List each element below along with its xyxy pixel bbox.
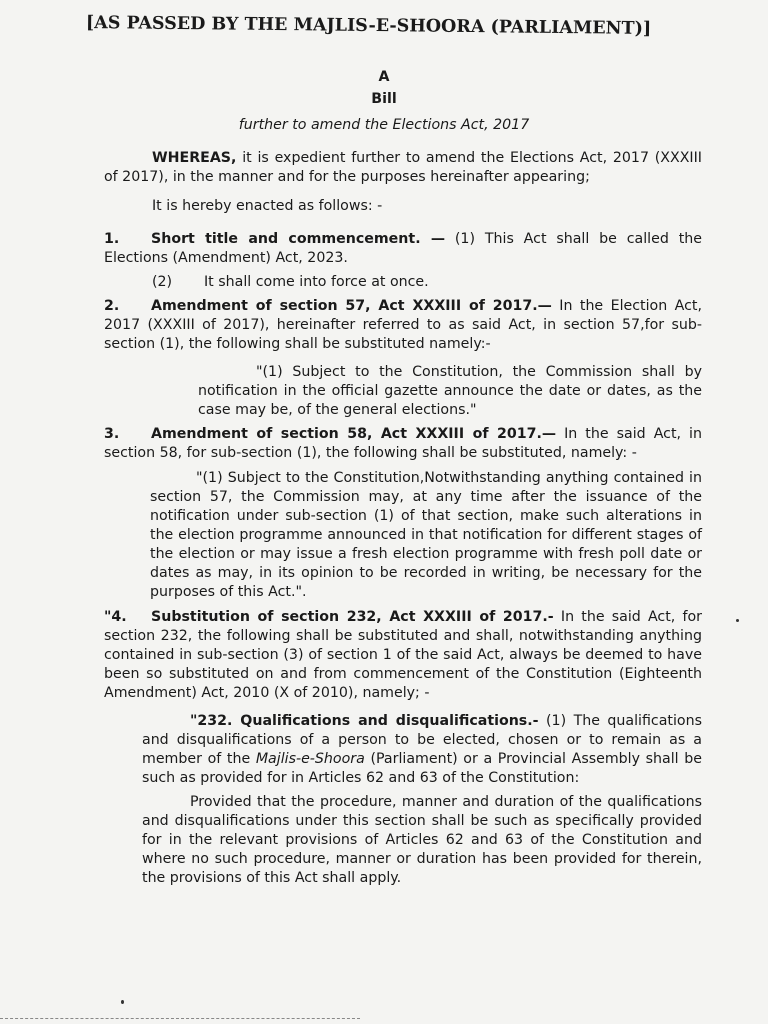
section-232-paragraph bbox=[142, 712, 702, 788]
section-3-text: In the said Act, in section 58, for sub-section (1), the following shall be substituted, namely: - bbox=[104, 426, 702, 461]
whereas-lead: WHEREAS, bbox=[152, 150, 237, 166]
bill-a: A bbox=[378, 69, 390, 85]
section-4-heading: Substitution of section 232, Act XXXIII of 2017.- bbox=[151, 609, 554, 625]
scan-edge-line bbox=[0, 1018, 360, 1019]
section-2-text: In the Election Act, 2017 (XXXIII of 2017), hereinafter referred to as said Act, in section 57,for sub-section (1), the following shall be substituted namely:- bbox=[104, 298, 702, 352]
section-1-sub2-text: It shall come into force at once. bbox=[204, 274, 429, 290]
parliament-header: [AS PASSED BY THE MAJLIS-E-SHOORA (PARLIAMENT)] bbox=[85, 13, 652, 39]
section-4 bbox=[104, 608, 702, 703]
whereas-paragraph bbox=[104, 149, 702, 187]
proviso-paragraph: Provided that the procedure, manner and duration of the qualifications and disqualifications under this section shall be such as specifically provided for in the relevant provisions of Articles 62 and 63 of the Constitution and where no such procedure, manner or duration has been provided for therein, the provisions of this Act shall apply. bbox=[142, 794, 702, 886]
enacted-line: It is hereby enacted as follows: - bbox=[152, 198, 383, 214]
section-2-quote: "(1) Subject to the Constitution, the Commission shall by notification in the official gazette announce the date or dates, as the case may be, of the general elections." bbox=[198, 364, 702, 418]
section-1 bbox=[104, 230, 702, 268]
bill-subtitle: further to amend the Elections Act, 2017 bbox=[238, 117, 530, 133]
whereas-text: it is expedient further to amend the Elections Act, 2017 (XXXIII of 2017), in the manner and for the purposes hereinafter appearing; bbox=[104, 150, 702, 185]
section-232-text-2: (Parliament) or a Provincial Assembly shall be such as provided for in Articles 62 and 63 of the Constitution: bbox=[142, 751, 702, 786]
section-1-number: 1. bbox=[104, 231, 120, 247]
section-2 bbox=[104, 297, 702, 354]
section-3 bbox=[104, 425, 702, 463]
section-2-number: 2. bbox=[104, 298, 120, 314]
bill-label: Bill bbox=[371, 91, 397, 107]
section-4-text: In the said Act, for section 232, the following shall be substituted and shall, notwithstanding anything contained in sub-section (3) of section 1 of the said Act, always be deemed to have been so substituted on and from commencement of the Constitution (Eighteenth Amendment) Act, 2010 (X of 2010), namely; - bbox=[104, 609, 702, 701]
section-3-quote: "(1) Subject to the Constitution,Notwithstanding anything contained in section 57, the Commission may, at any time after the issuance of the notification under sub-section (1) of that section, make such alterations in the election programme announced in that notification for different stages of the election or may issue a fresh election programme with fresh poll date or dates as may, in its opinion to be recorded in writing, be necessary for the purposes of this Act.". bbox=[150, 470, 702, 600]
section-2-heading: Amendment of section 57, Act XXXIII of 2017.— bbox=[151, 298, 552, 314]
section-4-number: "4. bbox=[104, 609, 127, 625]
section-3-number: 3. bbox=[104, 426, 120, 442]
scan-speck bbox=[121, 1000, 124, 1004]
section-1-text: (1) This Act shall be called the Elections (Amendment) Act, 2023. bbox=[104, 231, 702, 266]
scan-speck bbox=[736, 619, 739, 622]
section-1-heading: Short title and commencement. — bbox=[151, 231, 446, 247]
majlis-italic: Majlis-e-Shoora bbox=[255, 751, 365, 767]
section-1-sub2-number: (2) bbox=[152, 274, 173, 290]
section-3-heading: Amendment of section 58, Act XXXIII of 2017.— bbox=[151, 426, 557, 442]
section-232-text-1: (1) The qualifications and disqualifications of a person to be elected, chosen or to remain as a member of the bbox=[142, 713, 702, 767]
section-1-sub2 bbox=[152, 273, 652, 292]
section-232-heading: "232. Qualifications and disqualifications.- bbox=[190, 713, 539, 729]
